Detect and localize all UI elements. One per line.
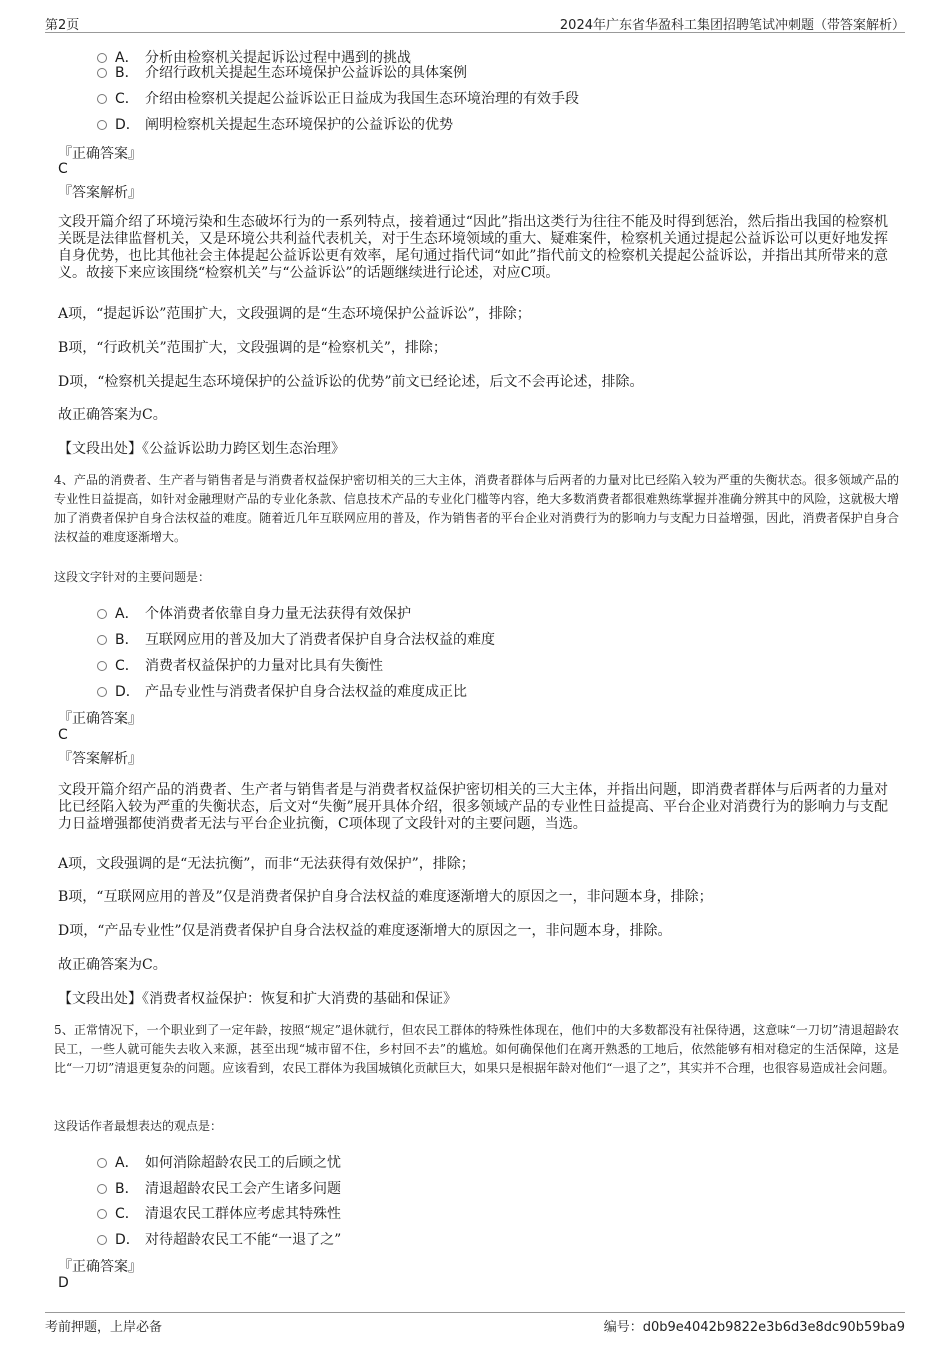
q4-analysis-label: 『答案解析』: [58, 751, 142, 767]
q3-analysis-label: 『答案解析』: [58, 185, 142, 201]
document-code: 编号：d0b9e4042b9822e3b6d3e8dc90b59ba9: [603, 1320, 905, 1335]
q3-point-a: A项，“提起诉讼”范围扩大，文段强调的是“生态环境保护公益诉讼”，排除；: [58, 306, 531, 322]
radio-icon[interactable]: [97, 1158, 107, 1168]
page-header: [45, 12, 905, 33]
q4-stem: 4、产品的消费者、生产者与销售者是与消费者权益保护密切相关的三大主体，消费者群体与后两者的力量对比已经陷入较为严重的失衡状态。很多领域产品的专业性日益提高，如针对金融理财产品的专业化条款、信息技术产品的专业化门槛等内容，绝大多数消费者都很难熟练掌握并准确分辨其中的风险，这就极大增加了消费者保护自身合法权益的难度。随着近几年互联网应用的普及，作为销售者的平台企业对消费行为的影响力与支配力日益增强，因此，消费者保护自身合法权益的难度逐渐增大。: [54, 473, 899, 544]
q5-answer-label: 『正确答案』: [58, 1259, 142, 1275]
q4-point-b: B项，“互联网应用的普及”仅是消费者保护自身合法权益的难度逐渐增大的原因之一，非问题本身，排除；: [58, 889, 713, 905]
radio-icon[interactable]: [97, 1235, 107, 1245]
q5-prompt: 这段话作者最想表达的观点是：: [54, 1119, 223, 1133]
q4-point-d: D项，“产品专业性”仅是消费者保护自身合法权益的难度逐渐增大的原因之一，非问题本身，排除。: [58, 923, 672, 939]
q3-point-b: B项，“行政机关”范围扩大，文段强调的是“检察机关”，排除；: [58, 340, 447, 356]
q3-answer: C: [58, 161, 68, 177]
q4-analysis: 文段开篇介绍产品的消费者、生产者与销售者是与消费者权益保护密切相关的三大主体，并指出问题，即消费者群体与后两者的力量对比已经陷入较为严重的失衡状态，后文对“失衡”展开具体介绍，很多领域产品的专业性日益提高、平台企业对消费行为的影响力与支配力日益增强都使消费者无法与平台企业抗衡，C项体现了文段针对的主要问题，当选。: [58, 782, 888, 832]
q3-conclusion: 故正确答案为C。: [58, 407, 167, 423]
q3-analysis: 文段开篇介绍了环境污染和生态破坏行为的一系列特点，接着通过“因此”指出这类行为往往不能及时得到惩治，然后指出我国的检察机关既是法律监督机关，又是环境公共利益代表机关，对于生态环境领域的重大、疑难案件，检察机关通过提起公益诉讼可以更好地发挥自身优势，也比其他社会主体提起公益诉讼更有效率，尾句通过指代词“如此”指代前文的检察机关提起公益诉讼，并指出其所带来的意义。故接下来应该围绕“检察机关”与“公益诉讼”的话题继续进行论述，对应C项。: [58, 214, 888, 281]
q5-stem: 5、正常情况下，一个职业到了一定年龄，按照“规定”退休就行，但农民工群体的特殊性体现在，他们中的大多数都没有社保待遇，这意味“一刀切”清退超龄农民工，一些人就可能失去收入来源，甚至出现“城市留不住，乡村回不去”的尴尬。如何确保他们在离开熟悉的工地后，依然能够有相对稳定的生活保障，这是比“一刀切”清退更复杂的问题。应该看到，农民工群体为我国城镇化贡献巨大，如果只是根据年龄对他们“一退了之”，其实并不合理，也很容易造成社会问题。: [54, 1023, 899, 1075]
q4-point-a: A项，文段强调的是“无法抗衡”，而非“无法获得有效保护”，排除；: [58, 856, 475, 872]
footer-slogan: 考前押题，上岸必备: [45, 1320, 163, 1335]
q4-conclusion: 故正确答案为C。: [58, 957, 167, 973]
q3-point-d: D项，“检察机关提起生态环境保护的公益诉讼的优势”前文已经论述，后文不会再论述，排除。: [58, 374, 644, 390]
radio-icon[interactable]: [97, 94, 107, 104]
q5-answer: D: [58, 1275, 69, 1291]
radio-icon[interactable]: [97, 120, 107, 130]
q4-prompt: 这段文字针对的主要问题是：: [54, 570, 211, 584]
q4-source: 【文段出处】《消费者权益保护：恢复和扩大消费的基础和保证》: [58, 991, 457, 1007]
radio-icon[interactable]: [97, 1184, 107, 1194]
document-title: 2024年广东省华盈科工集团招聘笔试冲刺题（带答案解析）: [559, 18, 905, 33]
q4-answer: C: [58, 727, 68, 743]
radio-icon[interactable]: [97, 1209, 107, 1219]
radio-icon[interactable]: [97, 53, 107, 63]
radio-icon[interactable]: [97, 635, 107, 645]
radio-icon[interactable]: [97, 68, 107, 78]
q4-answer-label: 『正确答案』: [58, 711, 142, 727]
radio-icon[interactable]: [97, 609, 107, 619]
page-number: 第2页: [45, 18, 80, 33]
q3-source: 【文段出处】《公益诉讼助力跨区划生态治理》: [58, 441, 345, 457]
page-footer: [45, 1312, 905, 1337]
q3-answer-label: 『正确答案』: [58, 146, 142, 162]
radio-icon[interactable]: [97, 661, 107, 671]
radio-icon[interactable]: [97, 687, 107, 697]
